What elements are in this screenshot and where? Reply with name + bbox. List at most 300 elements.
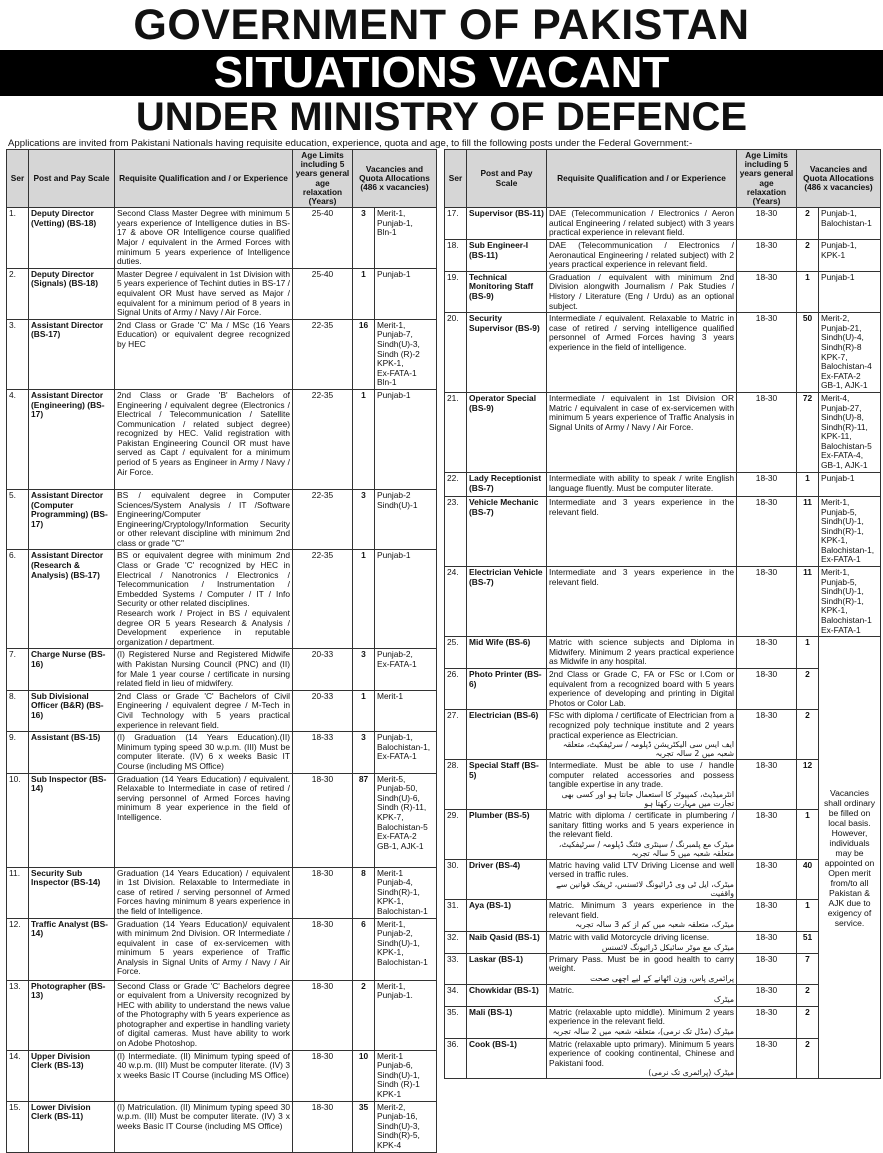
qualification-text: Intermediate and 3 years experience in the relevant field.	[549, 567, 734, 587]
quota-allocation	[819, 313, 881, 393]
qualification	[547, 760, 737, 810]
intro-text: Applications are invited from Pakistani Nationals having requisite education, experience, quota and age, to fill the following posts under the Federal Government:-	[8, 138, 693, 149]
post-name: Special Staff (BS-5)	[467, 760, 547, 810]
qualification	[547, 984, 737, 1006]
ser-number: 4.	[7, 389, 29, 489]
table-row	[445, 953, 881, 984]
qualification-text: Matric with valid Motorcycle driving license.	[549, 931, 710, 942]
age-limit: 18-30	[293, 918, 353, 980]
quota-text: Merit-1, Punjab-7, Sindh(U)-3, Sindh (R)-2 KPK-1, Ex-FATA-1 Bln-1	[377, 319, 420, 388]
age-limit: 18-30	[737, 1006, 797, 1038]
qualification-text: Primary Pass. Must be in good health to carry weight.	[549, 953, 734, 974]
qualification-text: DAE (Telecommunication / Electronics / Aeronautical Engineering / related subject) with 2 years practical experience in relevant field.	[549, 240, 734, 270]
table-row	[445, 1038, 881, 1079]
vacancy-count: 2	[797, 240, 819, 272]
post-name: Driver (BS-4)	[467, 859, 547, 899]
ser-number: 31.	[445, 899, 467, 931]
vacancy-count: 40	[797, 859, 819, 899]
age-limit: 20-33	[293, 649, 353, 690]
ser-number: 24.	[445, 567, 467, 637]
qualification	[547, 1006, 737, 1038]
quota-allocation	[375, 980, 437, 1050]
vacancy-count: 1	[797, 271, 819, 312]
ser-number: 34.	[445, 984, 467, 1006]
age-limit: 18-30	[737, 240, 797, 272]
age-limit: 18-30	[293, 1050, 353, 1101]
ser-number: 8.	[7, 690, 29, 731]
post-name: Charge Nurse (BS-16)	[29, 649, 115, 690]
quota-allocation	[375, 208, 437, 269]
table-row	[7, 1050, 437, 1101]
qualification	[547, 931, 737, 953]
quota-text: Punjab-1, Balochistan-1	[821, 208, 872, 228]
col-ser: Ser	[445, 150, 467, 208]
qualification	[115, 489, 293, 550]
age-limit: 22-35	[293, 319, 353, 389]
quota-text: Punjab-2 Sindh(U)-1	[377, 489, 418, 510]
qualification-text: Intermediate with ability to speak / write English language fluently. Must be computer literate.	[549, 472, 734, 493]
qualification	[547, 567, 737, 637]
table-row	[7, 389, 437, 489]
post-name: Supervisor (BS-11)	[467, 208, 547, 240]
table-row	[445, 669, 881, 710]
table-row	[445, 240, 881, 272]
quota-allocation	[819, 208, 881, 240]
vacancy-count: 11	[797, 567, 819, 637]
qualification-text: FSc with diploma / certificate of Electrician from a recognized poly technique institute and 2 years practical experience as Electrician.	[549, 710, 734, 740]
col-vacancies: Vacancies and Quota Allocations (486 x vacancies)	[797, 150, 881, 208]
post-name: Photo Printer (BS-6)	[467, 669, 547, 710]
quota-text: Punjab-1	[377, 389, 411, 400]
post-name: Electrician (BS-6)	[467, 710, 547, 760]
post-name: Sub Engineer-I (BS-11)	[467, 240, 547, 272]
quota-allocation	[375, 389, 437, 489]
table-row	[445, 760, 881, 810]
quota-text: Merit-1, Punjab-1, Bln-1	[377, 208, 413, 238]
qualification	[115, 1101, 293, 1152]
table-row	[7, 268, 437, 319]
quota-text: Punjab-1	[821, 472, 855, 483]
quota-allocation	[375, 690, 437, 731]
qualification-text: Intermediate / equivalent in 1st Division OR Matric / equivalent in case of ex-servicemen with minimum 5 years experience of Traffic Analysis in Signal Units of Army / Navy / Air Force.	[549, 392, 734, 432]
qualification-text: (I) Matriculation. (II) Minimum typing speed 30 w.p.m. (III) Must be computer literate. (IV) 3 x weeks Basic IT Course (including MS Office)	[117, 1101, 290, 1131]
ser-number: 25.	[445, 637, 467, 669]
age-limit: 18-30	[737, 899, 797, 931]
post-name: Assistant Director (Computer Programming) (BS-17)	[29, 489, 115, 550]
table-row	[445, 496, 881, 566]
ser-number: 36.	[445, 1038, 467, 1079]
ser-number: 6.	[7, 550, 29, 649]
title-ministry: UNDER MINISTRY OF DEFENCE	[135, 95, 748, 139]
post-name: Mid Wife (BS-6)	[467, 637, 547, 669]
vacancy-count: 87	[353, 773, 375, 867]
post-name: Plumber (BS-5)	[467, 809, 547, 859]
qualification-text: (I) Graduation (14 Years Education).(II) Minimum typing speed 30 w.p.m. (III) Must be computer literate. (IV) 6 x weeks Basic IT Course (including MS Office)	[117, 732, 290, 771]
vacancy-count: 16	[353, 319, 375, 389]
age-limit: 18-30	[737, 496, 797, 566]
quota-allocation	[819, 496, 881, 566]
qualification	[547, 392, 737, 472]
age-limit: 18-30	[737, 567, 797, 637]
quota-text: Merit-2, Punjab-21, Sindh(U)-4, Sindh(R)-8 KPK-7, Balochistan-4 Ex-FATA-2 GB-1, AJK-1	[821, 313, 872, 391]
qualification-text: 2nd Class or Grade C, FA or FSc or I.Com or equivalent from a recognized board with 5 years experience of developing and printing in Digital Photos or Color Lab.	[549, 669, 734, 708]
post-name: Upper Division Clerk (BS-13)	[29, 1050, 115, 1101]
quota-allocation	[819, 240, 881, 272]
quota-note: Vacancies shall ordinary be filled on local basis. However, individuals may be appointed on Open merit from/to all Pakistan & AJK due to exigency of service.	[819, 637, 881, 1079]
qualification-text: Matric having valid LTV Driving License and well versed in traffic rules.	[549, 859, 734, 880]
urdu-text: میٹرک، ایل ٹی وی ڈرائیونگ لائسنس، ٹریفک قوانین سے واقفیت	[556, 879, 734, 898]
qualification	[547, 472, 737, 496]
vacancy-count: 1	[353, 389, 375, 489]
post-name: Technical Monitoring Staff (BS-9)	[467, 271, 547, 312]
ser-number: 26.	[445, 669, 467, 710]
table-row	[445, 899, 881, 931]
col-ser: Ser	[7, 150, 29, 208]
vacancy-table-left	[6, 149, 437, 1153]
quota-allocation	[375, 867, 437, 918]
ser-number: 9.	[7, 732, 29, 773]
quota-text: Merit-1, Punjab-2, Sindh(U)-1, KPK-1, Balochistan-1	[377, 918, 428, 967]
vacancy-count: 10	[353, 1050, 375, 1101]
ser-number: 10.	[7, 773, 29, 867]
age-limit: 18-30	[737, 984, 797, 1006]
vacancy-count: 7	[797, 953, 819, 984]
quota-allocation	[375, 319, 437, 389]
post-name: Sub Divisional Officer (B&R) (BS-16)	[29, 690, 115, 731]
table-row	[445, 392, 881, 472]
qualification	[115, 690, 293, 731]
ser-number: 32.	[445, 931, 467, 953]
qualification-text: Graduation (14 Years Education) / equivalent. Relaxable to Intermediate in case of retired / serving personnel of Armed Forces having minimum 8 year experience in the field of Intelligence.	[117, 773, 290, 822]
urdu-text: میٹرک مع موٹر سائیکل ڈرائیونگ لائسنس	[601, 942, 734, 952]
qualification	[115, 732, 293, 773]
age-limit: 18-30	[293, 980, 353, 1050]
quota-text: Merit-5, Punjab-50, Sindh(U)-6, Sindh (R)-11, KPK-7, Balochistan-5 Ex-FATA-2 GB-1, AJK-1	[377, 773, 428, 851]
quota-text: Punjab-2, Ex-FATA-1	[377, 649, 417, 669]
vacancy-count: 2	[797, 669, 819, 710]
vacancy-count: 1	[797, 637, 819, 669]
title-situations-vacant: SITUATIONS VACANT	[0, 50, 883, 96]
ser-number: 22.	[445, 472, 467, 496]
ser-number: 13.	[7, 980, 29, 1050]
vacancy-count: 3	[353, 208, 375, 269]
table-row	[445, 809, 881, 859]
quota-allocation	[375, 1101, 437, 1152]
table-row	[445, 984, 881, 1006]
age-limit: 22-35	[293, 550, 353, 649]
age-limit: 18-30	[737, 931, 797, 953]
table-row	[445, 271, 881, 312]
quota-text: Merit-1 Punjab-4, Sindh(R)-1, KPK-1, Balochistan-1	[377, 867, 428, 916]
table-row	[7, 867, 437, 918]
urdu-text: انٹرمیڈیٹ، کمپیوٹر کا استعمال جانتا ہو اور کسی بھی تجارت میں مہارت رکھتا ہو	[561, 789, 734, 808]
vacancy-count: 3	[353, 732, 375, 773]
col-vacancies: Vacancies and Quota Allocations (486 x vacancies)	[353, 150, 437, 208]
ser-number: 29.	[445, 809, 467, 859]
urdu-text: میٹرک (مڈل تک نرمی)، متعلقہ شعبہ میں 2 سالہ تجربہ	[552, 1026, 734, 1036]
post-name: Assistant Director (Research & Analysis) (BS-17)	[29, 550, 115, 649]
age-limit: 18-30	[737, 637, 797, 669]
post-name: Deputy Director (Signals) (BS-18)	[29, 268, 115, 319]
age-limit: 22-35	[293, 389, 353, 489]
urdu-text: پرائمری پاس، وزن اٹھانے کے لیے اچھی صحت	[590, 973, 734, 983]
post-name: Deputy Director (Vetting) (BS-18)	[29, 208, 115, 269]
qualification-text: Second Class Master Degree with minimum 5 years experience of Intelligence duties in BS-17 & above OR Intelligence course qualified Major / equivalent in the Armed Forces with minimum 5 years experience of Intelligence duties.	[117, 208, 290, 267]
qualification-text: (I) Intermediate. (II) Minimum typing speed of 40 w.p.m. (III) Must be computer literate. (IV) 3 x weeks Basic IT Course (including MS Office)	[117, 1050, 290, 1080]
qualification	[547, 208, 737, 240]
table-row	[7, 319, 437, 389]
vacancy-count: 51	[797, 931, 819, 953]
post-name: Assistant Director (BS-17)	[29, 319, 115, 389]
ser-number: 21.	[445, 392, 467, 472]
age-limit: 18-30	[293, 1101, 353, 1152]
vacancy-count: 2	[797, 1006, 819, 1038]
quota-text: Punjab-1, Balochistan-1, Ex-FATA-1	[377, 732, 431, 762]
age-limit: 18-33	[293, 732, 353, 773]
qualification	[115, 1050, 293, 1101]
post-name: Aya (BS-1)	[467, 899, 547, 931]
table-row	[7, 550, 437, 649]
ser-number: 23.	[445, 496, 467, 566]
age-limit: 18-30	[737, 1038, 797, 1079]
age-limit: 20-33	[293, 690, 353, 731]
table-row	[445, 567, 881, 637]
quota-allocation	[375, 918, 437, 980]
post-name: Security Sub Inspector (BS-14)	[29, 867, 115, 918]
qualification	[547, 1038, 737, 1079]
quota-text: Merit-1	[377, 690, 404, 701]
quota-text: Punjab-1	[377, 550, 411, 561]
age-limit: 18-30	[737, 313, 797, 393]
quota-allocation	[375, 268, 437, 319]
age-limit: 25-40	[293, 268, 353, 319]
age-limit: 18-30	[737, 953, 797, 984]
post-name: Cook (BS-1)	[467, 1038, 547, 1079]
qualification	[547, 637, 737, 669]
vacancy-count: 1	[353, 690, 375, 731]
col-post: Post and Pay Scale	[467, 150, 547, 208]
post-name: Vehicle Mechanic (BS-7)	[467, 496, 547, 566]
quota-allocation	[375, 550, 437, 649]
qualification-text: Matric with science subjects and Diploma in Midwifery. Minimum 2 years practical experience as Midwife in any hospital.	[549, 637, 734, 667]
ser-number: 3.	[7, 319, 29, 389]
qualification	[547, 271, 737, 312]
quota-allocation	[819, 392, 881, 472]
qualification	[547, 953, 737, 984]
quota-text: Merit-1, Punjab-1.	[377, 980, 413, 1001]
qualification	[115, 208, 293, 269]
table-row	[7, 649, 437, 690]
quota-allocation	[375, 773, 437, 867]
post-name: Naib Qasid (BS-1)	[467, 931, 547, 953]
quota-text: Merit-2, Punjab-16, Sindh(U)-3, Sindh(R)-5, KPK-4	[377, 1101, 420, 1150]
vacancy-count: 1	[353, 268, 375, 319]
table-row	[445, 208, 881, 240]
quota-allocation	[819, 271, 881, 312]
qualification-text: BS or equivalent degree with minimum 2nd Class or Grade 'C' recognized by HEC in Electrical / Nanotronics / Electronics / Telecommunication / Instrumentation / Embedded Systems / Computer / IT / Info Security or other related disciplines. Research work / Project in BS / equivalent degree OR 5 years Research & Analysis / Development experience in reputable organization / department.	[117, 550, 290, 647]
qualification	[115, 550, 293, 649]
ser-number: 11.	[7, 867, 29, 918]
quota-text: Punjab-1	[821, 271, 855, 282]
table-row	[7, 773, 437, 867]
vacancy-count: 3	[353, 489, 375, 550]
qualification-text: Matric.	[549, 984, 575, 995]
post-name: Lady Receptionist (BS-7)	[467, 472, 547, 496]
age-limit: 18-30	[737, 710, 797, 760]
vacancy-count: 8	[353, 867, 375, 918]
qualification-text: DAE (Telecommunication / Electronics / Aeron autical Engineering / related subject) with 3 years practical experience in relevant field.	[549, 208, 734, 238]
ser-number: 12.	[7, 918, 29, 980]
quota-text: Merit-1, Punjab-5, Sindh(U)-1, Sindh(R)-1, KPK-1, Balochistan-1 Ex-FATA-1	[821, 567, 872, 635]
urdu-text: میٹرک (پرائمری تک نرمی)	[648, 1068, 734, 1078]
table-row	[7, 980, 437, 1050]
qualification	[547, 313, 737, 393]
post-name: Security Supervisor (BS-9)	[467, 313, 547, 393]
qualification	[547, 240, 737, 272]
qualification	[547, 710, 737, 760]
vacancy-count: 3	[353, 649, 375, 690]
vacancy-count: 2	[797, 208, 819, 240]
qualification	[115, 389, 293, 489]
vacancy-count: 1	[353, 550, 375, 649]
qualification	[547, 899, 737, 931]
quota-allocation	[375, 732, 437, 773]
table-row	[7, 918, 437, 980]
vacancy-count: 2	[797, 710, 819, 760]
col-qualification: Requisite Qualification and / or Experience	[547, 150, 737, 208]
qualification-text: Graduation / equivalent with minimum 2nd Division alongwith Journalism / Pak Studies / History / Literature (Eng / Urdu) as an optional subject.	[549, 271, 734, 311]
qualification-text: 2nd Class or Grade 'B' Bachelors of Engineering / equivalent degree (Electronics / Electrical / Telecommunication / Satellite Communication / related subject degree) recognized by HEC. Valid registration with Pakistan Engineering Council OR must have served as Capt / equivalent for a minimum period of 5 years as Engineer in Army / Navy / Air Force.	[117, 389, 290, 477]
quota-text: Punjab-1, KPK-1	[821, 240, 857, 260]
qualification-text: Matric (relaxable upto middle). Minimum 2 years experience in the relevant field.	[549, 1006, 734, 1027]
age-limit: 18-30	[737, 208, 797, 240]
ser-number: 5.	[7, 489, 29, 550]
qualification	[115, 918, 293, 980]
table-row	[445, 859, 881, 899]
qualification-text: Intermediate. Must be able to use / handle computer related accessories and possess tangible expertise in any trade.	[549, 760, 734, 790]
ser-number: 35.	[445, 1006, 467, 1038]
table-row	[445, 931, 881, 953]
quota-allocation	[819, 567, 881, 637]
qualification	[115, 980, 293, 1050]
table-row	[7, 690, 437, 731]
post-name: Lower Division Clerk (BS-11)	[29, 1101, 115, 1152]
quota-text: Merit-4, Punjab-27, Sindh(U)-8, Sindh(R)-11, KPK-11, Balochistan-5 Ex-FATA-4, GB-1, AJK-1	[821, 392, 872, 471]
table-row	[445, 472, 881, 496]
table-row	[445, 313, 881, 393]
quota-text: Merit-1, Punjab-5, Sindh(U)-1, Sindh(R)-1, KPK-1, Balochistan-1, Ex-FATA-1	[821, 496, 875, 565]
vacancy-count: 2	[797, 984, 819, 1006]
urdu-text: ایف ایس سی الیکٹریشن ڈپلومہ / سرٹیفکیٹ، متعلقہ شعبہ میں 2 سالہ تجربہ	[562, 740, 734, 759]
age-limit: 18-30	[293, 867, 353, 918]
qualification	[115, 268, 293, 319]
vacancy-count: 2	[797, 1038, 819, 1079]
qualification-text: (I) Registered Nurse and Registered Midwife with Pakistan Nursing Council (PNC) and (II) for Male 1 year course / certificate in nursing related field in lieu of midwifery.	[117, 649, 290, 689]
qualification	[547, 809, 737, 859]
post-name: Laskar (BS-1)	[467, 953, 547, 984]
vacancy-table-right	[444, 149, 881, 1079]
ser-number: 14.	[7, 1050, 29, 1101]
col-age: Age Limits including 5 years general age relaxation (Years)	[737, 150, 797, 208]
ser-number: 30.	[445, 859, 467, 899]
table-row	[7, 208, 437, 269]
post-name: Operator Special (BS-9)	[467, 392, 547, 472]
post-name: Electrician Vehicle (BS-7)	[467, 567, 547, 637]
table-row	[7, 732, 437, 773]
qualification-text: BS / equivalent degree in Computer Sciences/System Analysis / IT /Software Engineering/Computer Engineering/Cryptology/Information Security or other relevant discipline with minimum 2nd class or grade "C"	[117, 489, 290, 548]
qualification	[115, 649, 293, 690]
vacancy-count: 72	[797, 392, 819, 472]
qualification	[547, 669, 737, 710]
qualification-text: Intermediate and 3 years experience in the relevant field.	[549, 496, 734, 517]
qualification-text: Matric (relaxable upto primary). Minimum 5 years experience of cooking continental, Chinese and Pakistani food.	[549, 1038, 734, 1068]
ser-number: 20.	[445, 313, 467, 393]
qualification-text: Matric with diploma / certificate in plumbering / sanitary fitting works and 5 years experience in the relevant field.	[549, 809, 734, 840]
quota-text: Punjab-1	[377, 268, 411, 279]
qualification-text: Second Class or Grade 'C' Bachelors degree or equivalent from a University recognized by HEC with ability to understand the news value of the Photography with 5 years experience as photographer and expertise in handling variety of digital cameras. Must have ability to work on Adobe Photoshop.	[117, 980, 290, 1049]
vacancy-count: 1	[797, 809, 819, 859]
table-row	[445, 1006, 881, 1038]
vacancy-count: 2	[353, 980, 375, 1050]
post-name: Assistant Director (Engineering) (BS-17)	[29, 389, 115, 489]
ser-number: 17.	[445, 208, 467, 240]
quota-text: Merit-1 Punjab-6, Sindh(U)-1, Sindh (R)-1 KPK-1	[377, 1050, 420, 1100]
age-limit: 18-30	[737, 472, 797, 496]
ser-number: 28.	[445, 760, 467, 810]
ser-number: 2.	[7, 268, 29, 319]
ser-number: 15.	[7, 1101, 29, 1152]
table-row	[7, 1101, 437, 1152]
vacancy-count: 6	[353, 918, 375, 980]
post-name: Sub Inspector (BS-14)	[29, 773, 115, 867]
ser-number: 18.	[445, 240, 467, 272]
quota-allocation	[375, 1050, 437, 1101]
vacancy-count: 1	[797, 899, 819, 931]
qualification-text: Matric. Minimum 3 years experience in the relevant field.	[549, 899, 734, 920]
qualification	[115, 319, 293, 389]
col-age: Age Limits including 5 years general age relaxation (Years)	[293, 150, 353, 208]
age-limit: 18-30	[737, 859, 797, 899]
urdu-text: میٹرک، متعلقہ شعبہ میں کم از کم 3 سالہ تجربہ	[575, 920, 734, 930]
vacancy-count: 35	[353, 1101, 375, 1152]
age-limit: 18-30	[737, 760, 797, 810]
col-qualification: Requisite Qualification and / or Experience	[115, 150, 293, 208]
ser-number: 19.	[445, 271, 467, 312]
post-name: Traffic Analyst (BS-14)	[29, 918, 115, 980]
qualification-text: Graduation (14 Years Education)/ equivalent with minimum 2nd Division. OR Intermediate / equivalent in case of ex-servicemen with minimum 5 years experience of Traffic Analysis in Signal Units of Army / Navy / Air Force.	[117, 918, 290, 977]
age-limit: 22-35	[293, 489, 353, 550]
urdu-text: میٹرک مع پلمبرنگ / سینٹری فٹنگ ڈپلومہ / سرٹیفکیٹ، متعلقہ شعبہ میں 5 سالہ تجربہ	[558, 839, 734, 858]
table-row	[445, 710, 881, 760]
quota-allocation	[375, 649, 437, 690]
ser-number: 7.	[7, 649, 29, 690]
age-limit: 18-30	[737, 392, 797, 472]
age-limit: 18-30	[737, 271, 797, 312]
ser-number: 1.	[7, 208, 29, 269]
age-limit: 18-30	[737, 669, 797, 710]
post-name: Mali (BS-1)	[467, 1006, 547, 1038]
qualification	[547, 859, 737, 899]
post-name: Assistant (BS-15)	[29, 732, 115, 773]
vacancy-count: 11	[797, 496, 819, 566]
age-limit: 18-30	[293, 773, 353, 867]
post-name: Photographer (BS-13)	[29, 980, 115, 1050]
qualification	[547, 496, 737, 566]
table-row	[445, 637, 881, 669]
urdu-text: میٹرک	[713, 995, 734, 1005]
age-limit: 18-30	[737, 809, 797, 859]
qualification	[115, 867, 293, 918]
